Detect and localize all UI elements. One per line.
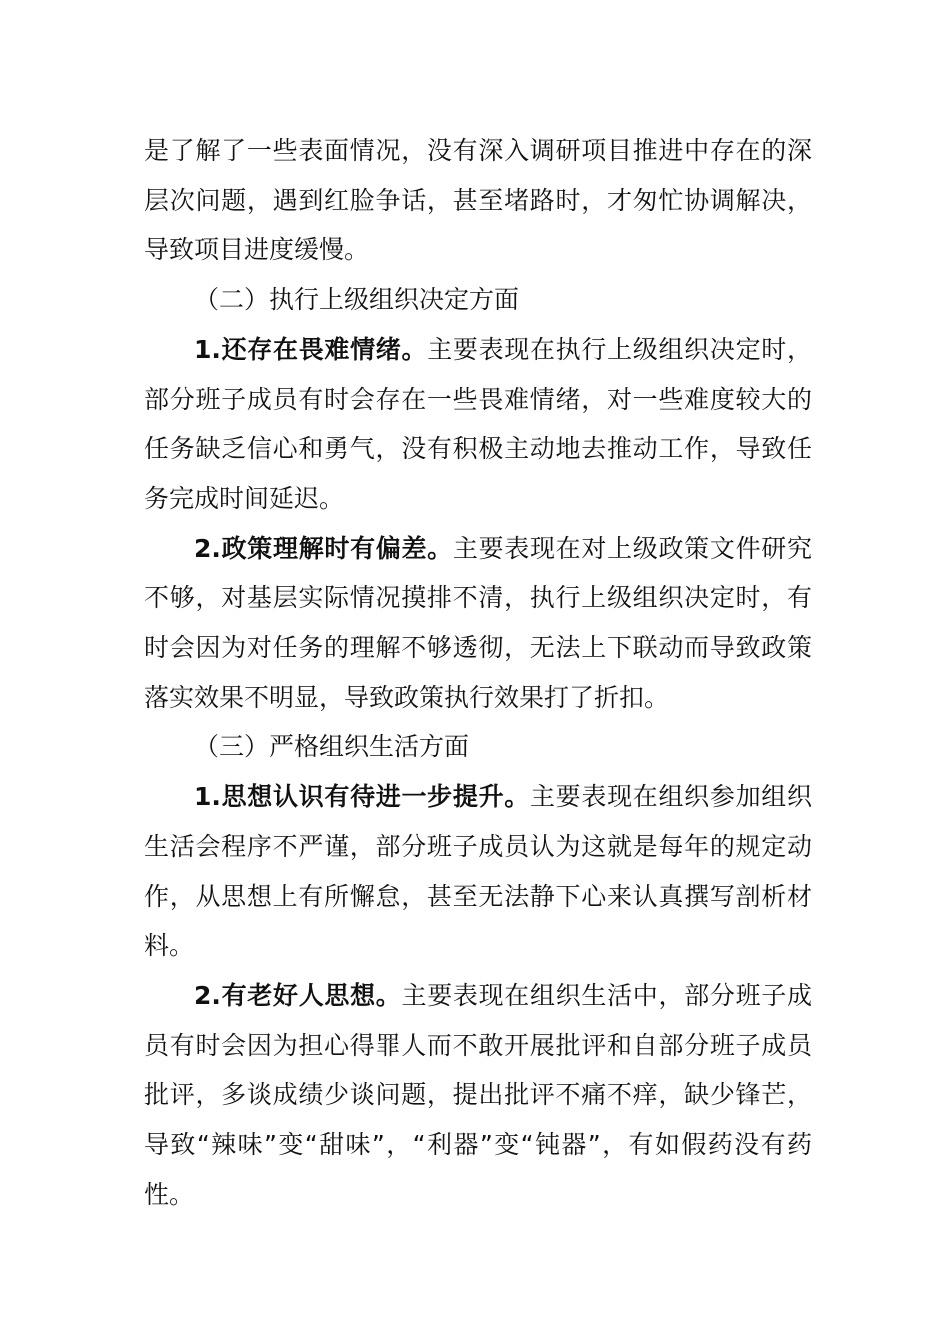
item-body: 主要表现在组织参加组织生活会程序不严谨，部分班子成员认为这就是每年的规定动作，从思想上有所懈怠，甚至无法静下心来认真撰写剖析材料。 bbox=[144, 782, 812, 961]
item-body: 主要表现在组织生活中，部分班子成员有时会因为担心得罪人而不敢开展批评和自部分班子成员批评，多谈成绩少谈问题，提出批评不痛不痒，缺少锋芒，导致“辣味”变“甜味”，“利器”变“钝器”，有如假药没有药性。 bbox=[144, 980, 812, 1209]
item-body: 主要表现在执行上级组织决定时，部分班子成员有时会存在一些畏难情绪，对一些难度较大的任务缺乏信心和勇气，没有积极主动地去推动工作，导致任务完成时间延迟。 bbox=[144, 334, 812, 513]
paragraph-continuation: 是了解了一些表面情况，没有深入调研项目推进中存在的深层次问题，遇到红脸争话，甚至堵路时，才匆忙协调解决，导致项目进度缓慢。 bbox=[144, 136, 812, 265]
document-content bbox=[144, 126, 812, 1219]
item-title: 2.政策理解时有偏差。 bbox=[194, 533, 453, 563]
section-heading-organization-life: （三）严格组织生活方面 bbox=[194, 732, 470, 762]
item-title: 2.有老好人思想。 bbox=[194, 980, 402, 1010]
item-ideological-awareness bbox=[144, 772, 812, 971]
item-difficulty-fear bbox=[144, 325, 812, 524]
section-heading-execution: （二）执行上级组织决定方面 bbox=[194, 285, 520, 315]
item-title: 1.还存在畏难情绪。 bbox=[194, 334, 428, 364]
item-nice-guy-mentality bbox=[144, 971, 812, 1220]
item-title: 1.思想认识有待进一步提升。 bbox=[194, 782, 530, 812]
item-body: 主要表现在对上级政策文件研究不够，对基层实际情况摸排不清，执行上级组织决定时，有时会因为对任务的理解不够透彻，无法上下联动而导致政策落实效果不明显，导致政策执行效果打了折扣。 bbox=[144, 533, 812, 712]
item-policy-understanding bbox=[144, 524, 812, 723]
